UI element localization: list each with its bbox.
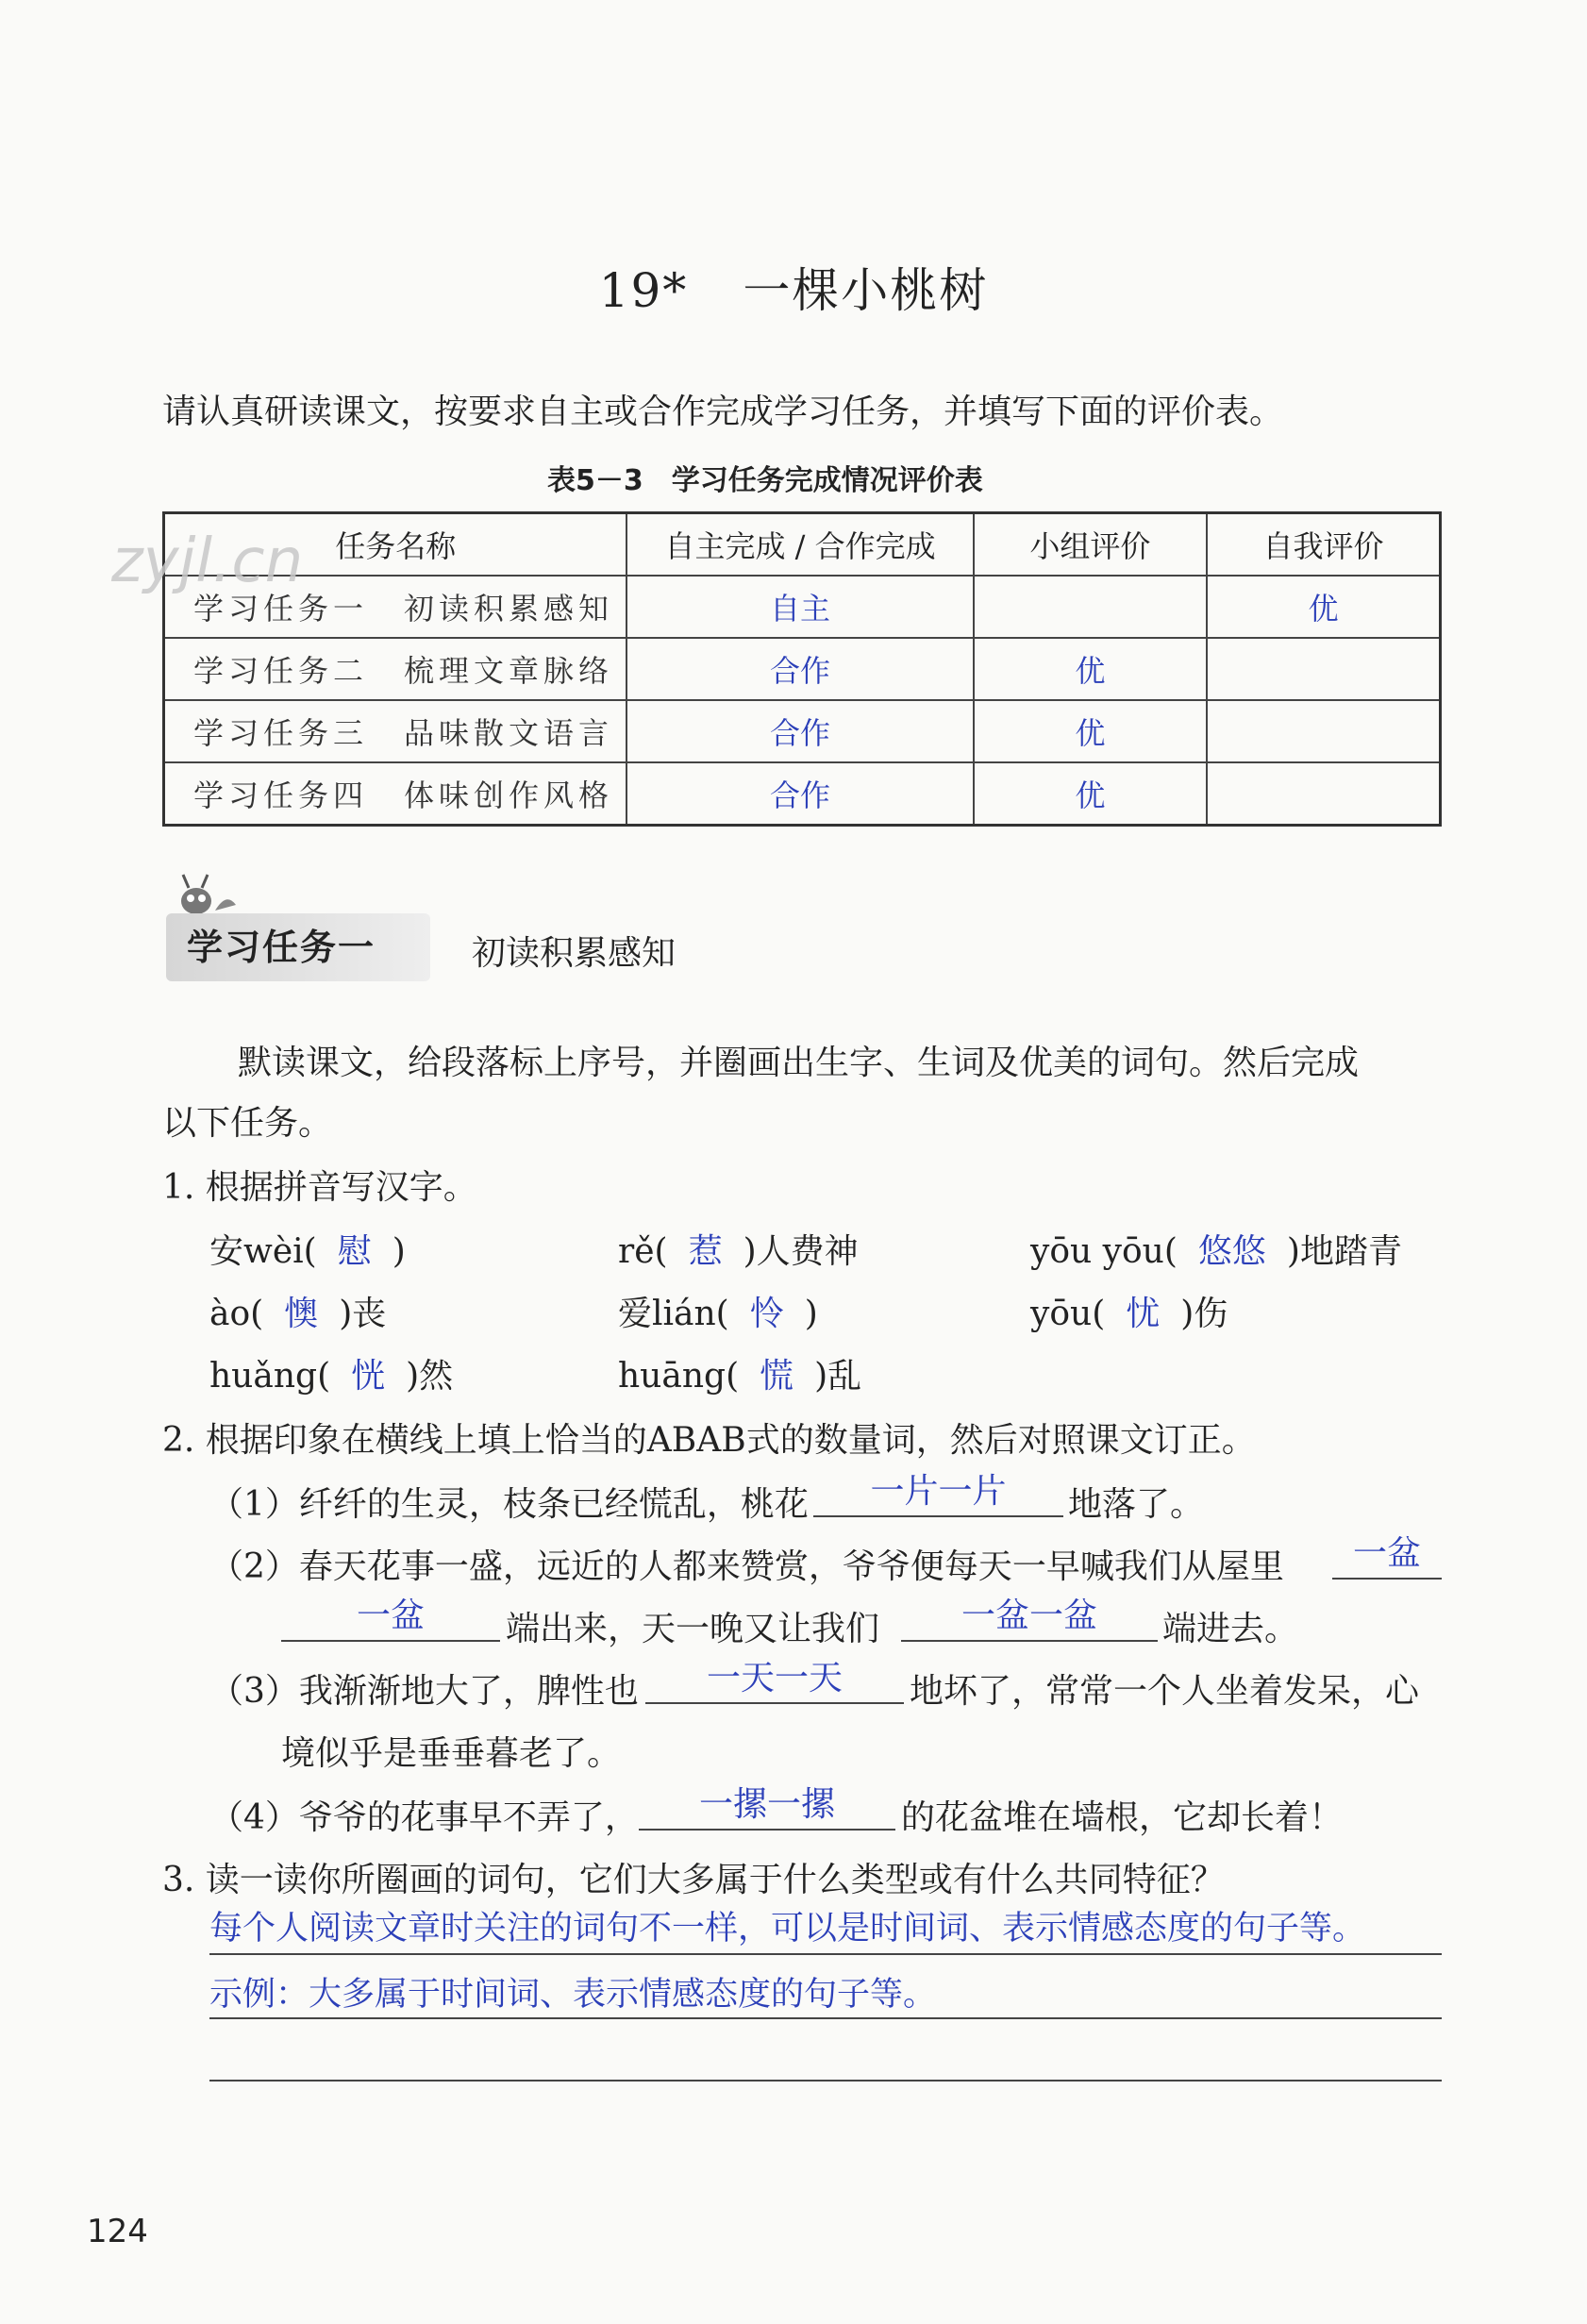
pinyin-item: [618, 1349, 861, 1397]
pinyin-suffix: )伤: [1180, 1295, 1228, 1333]
task-name: 品味散文语言: [404, 715, 614, 751]
task-name: 梳理文章脉络: [404, 653, 614, 689]
pinyin-prompt: huǎng(: [209, 1357, 331, 1396]
pinyin-suffix: ): [804, 1295, 818, 1333]
q3-answer-1: 每个人阅读文章时关注的词句不一样，可以是时间词、表示情感态度的句子等。: [209, 1910, 1366, 1948]
question-3-label: 3. 读一读你所圈画的词句，它们大多属于什么类型或有什么共同特征？: [162, 1861, 1225, 1899]
intro-text: 请认真研读课文，按要求自主或合作完成学习任务，并填写下面的评价表。: [162, 393, 1284, 431]
evaluation-table: [162, 511, 1442, 827]
pinyin-answer: 怜: [749, 1295, 784, 1333]
blank-line: [813, 1515, 1063, 1517]
blank-answer: 一盆: [356, 1597, 425, 1635]
pinyin-item: [618, 1287, 818, 1335]
mode-cell: 合作: [626, 700, 973, 762]
group-eval-cell: 优: [974, 700, 1207, 762]
q2-sentence-1-post: 地落了。: [1068, 1485, 1205, 1524]
pinyin-suffix: )地踏青: [1286, 1232, 1402, 1271]
table-row: [164, 576, 1441, 638]
pinyin-suffix: )人费神: [743, 1232, 859, 1271]
mode-cell: 合作: [626, 762, 973, 826]
pinyin-item: [209, 1349, 453, 1397]
q2-sentence-2-mid: 端出来，天一晚又让我们: [506, 1610, 880, 1648]
page-title: [0, 253, 1587, 321]
blank-line: [1332, 1578, 1442, 1580]
watermark: zyjl.cn: [111, 527, 304, 596]
pinyin-item: [1030, 1225, 1402, 1273]
table-caption: 表5－3 学习任务完成情况评价表: [547, 464, 983, 497]
pinyin-prompt: huāng(: [618, 1357, 740, 1396]
pinyin-answer: 忧: [1126, 1295, 1161, 1333]
blank-answer: 一摞一摞: [698, 1785, 835, 1824]
table-row: [164, 700, 1441, 762]
blank-line: [645, 1702, 904, 1704]
pinyin-suffix: )然: [406, 1357, 454, 1396]
page-number: 124: [87, 2213, 148, 2250]
blank-line: [281, 1640, 500, 1642]
task-id: 学习任务一: [193, 591, 369, 627]
group-eval-cell: [974, 576, 1207, 638]
section-label: 学习任务一: [187, 927, 376, 968]
pinyin-prompt: 安wèi(: [209, 1232, 317, 1271]
pinyin-answer: 恍: [351, 1357, 386, 1396]
blank-answer: 一盆: [1352, 1534, 1421, 1573]
task-id: 学习任务二: [193, 653, 369, 689]
lesson-title: 一棵小桃树: [743, 263, 989, 318]
blank-answer: 一天一天: [706, 1659, 843, 1697]
q2-sentence-2-pre: （2）春天花事一盛，远近的人都来赞赏，爷爷便每天一早喊我们从屋里: [209, 1547, 1284, 1586]
group-eval-cell: 优: [974, 762, 1207, 826]
pinyin-item: [209, 1225, 406, 1273]
header-group-eval: 小组评价: [974, 513, 1207, 577]
pinyin-prompt: 爱lián(: [618, 1295, 729, 1333]
pinyin-prompt: rě(: [618, 1232, 668, 1271]
pinyin-answer: 惹: [688, 1232, 723, 1271]
lesson-number: 19*: [598, 263, 689, 318]
section-subtitle: 初读积累感知: [472, 934, 677, 973]
group-eval-cell: 优: [974, 638, 1207, 700]
section-banner: [166, 913, 430, 981]
q2-sentence-4-pre: （4）爷爷的花事早不弄了，: [209, 1798, 639, 1837]
instruction-line-2: 以下任务。: [162, 1104, 333, 1143]
pinyin-item: [209, 1287, 386, 1335]
mascot-icon: [174, 873, 240, 918]
pinyin-suffix: )丧: [339, 1295, 387, 1333]
q2-sentence-4-post: 的花盆堆在墙根，它却长着！: [901, 1798, 1344, 1837]
q2-sentence-3-line-2: 境似乎是垂垂暮老了。: [281, 1734, 622, 1773]
blank-answer: 一盆一盆: [961, 1597, 1097, 1635]
q2-sentence-3-pre: （3）我渐渐地大了，脾性也: [209, 1672, 639, 1711]
mode-cell: 自主: [626, 576, 973, 638]
instruction-line-1: 默读课文，给段落标上序号，并圈画出生字、生词及优美的词句。然后完成: [238, 1044, 1360, 1082]
blank-answer: 一片一片: [870, 1472, 1007, 1511]
task-id: 学习任务四: [193, 777, 369, 813]
self-eval-cell: [1207, 762, 1440, 826]
task-cell: [164, 700, 627, 762]
mode-cell: 合作: [626, 638, 973, 700]
answer-line: [209, 2017, 1442, 2019]
q2-sentence-3-post: 地坏了，常常一个人坐着发呆，心: [910, 1672, 1420, 1711]
self-eval-cell: [1207, 700, 1440, 762]
task-cell: [164, 638, 627, 700]
pinyin-item: [1030, 1287, 1228, 1335]
blank-line: [901, 1640, 1158, 1642]
self-eval-cell: 优: [1207, 576, 1440, 638]
pinyin-answer: 慌: [760, 1357, 794, 1396]
task-id: 学习任务三: [193, 715, 369, 751]
q3-answer-2: 示例：大多属于时间词、表示情感态度的句子等。: [209, 1976, 937, 2014]
q2-sentence-1-pre: （1）纤纤的生灵，枝条已经慌乱，桃花: [209, 1485, 809, 1524]
table-row: [164, 762, 1441, 826]
pinyin-prompt: yōu yōu(: [1030, 1232, 1178, 1271]
pinyin-suffix: )乱: [814, 1357, 862, 1396]
pinyin-prompt: yōu(: [1030, 1295, 1106, 1333]
answer-line: [209, 2080, 1442, 2082]
task-name: 体味创作风格: [404, 777, 614, 813]
pinyin-answer: 懊: [284, 1295, 319, 1333]
pinyin-answer: 慰: [337, 1232, 372, 1271]
pinyin-item: [618, 1225, 859, 1273]
pinyin-answer: 悠悠: [1197, 1232, 1266, 1271]
q2-sentence-2-post: 端进去。: [1162, 1610, 1299, 1648]
header-mode: 自主完成 / 合作完成: [626, 513, 973, 577]
table-header-row: [164, 513, 1441, 577]
table-row: [164, 638, 1441, 700]
blank-line: [639, 1829, 895, 1831]
header-task-name: 任务名称: [164, 513, 627, 577]
self-eval-cell: [1207, 638, 1440, 700]
answer-line: [209, 1953, 1442, 1955]
question-2-label: 2. 根据印象在横线上填上恰当的ABAB式的数量词，然后对照课文订正。: [162, 1421, 1256, 1460]
header-self-eval: 自我评价: [1207, 513, 1440, 577]
question-1-label: 1. 根据拼音写汉字。: [162, 1168, 477, 1207]
pinyin-suffix: ): [392, 1232, 406, 1271]
task-cell: [164, 762, 627, 826]
task-name: 初读积累感知: [404, 591, 614, 627]
pinyin-prompt: ào(: [209, 1295, 264, 1333]
